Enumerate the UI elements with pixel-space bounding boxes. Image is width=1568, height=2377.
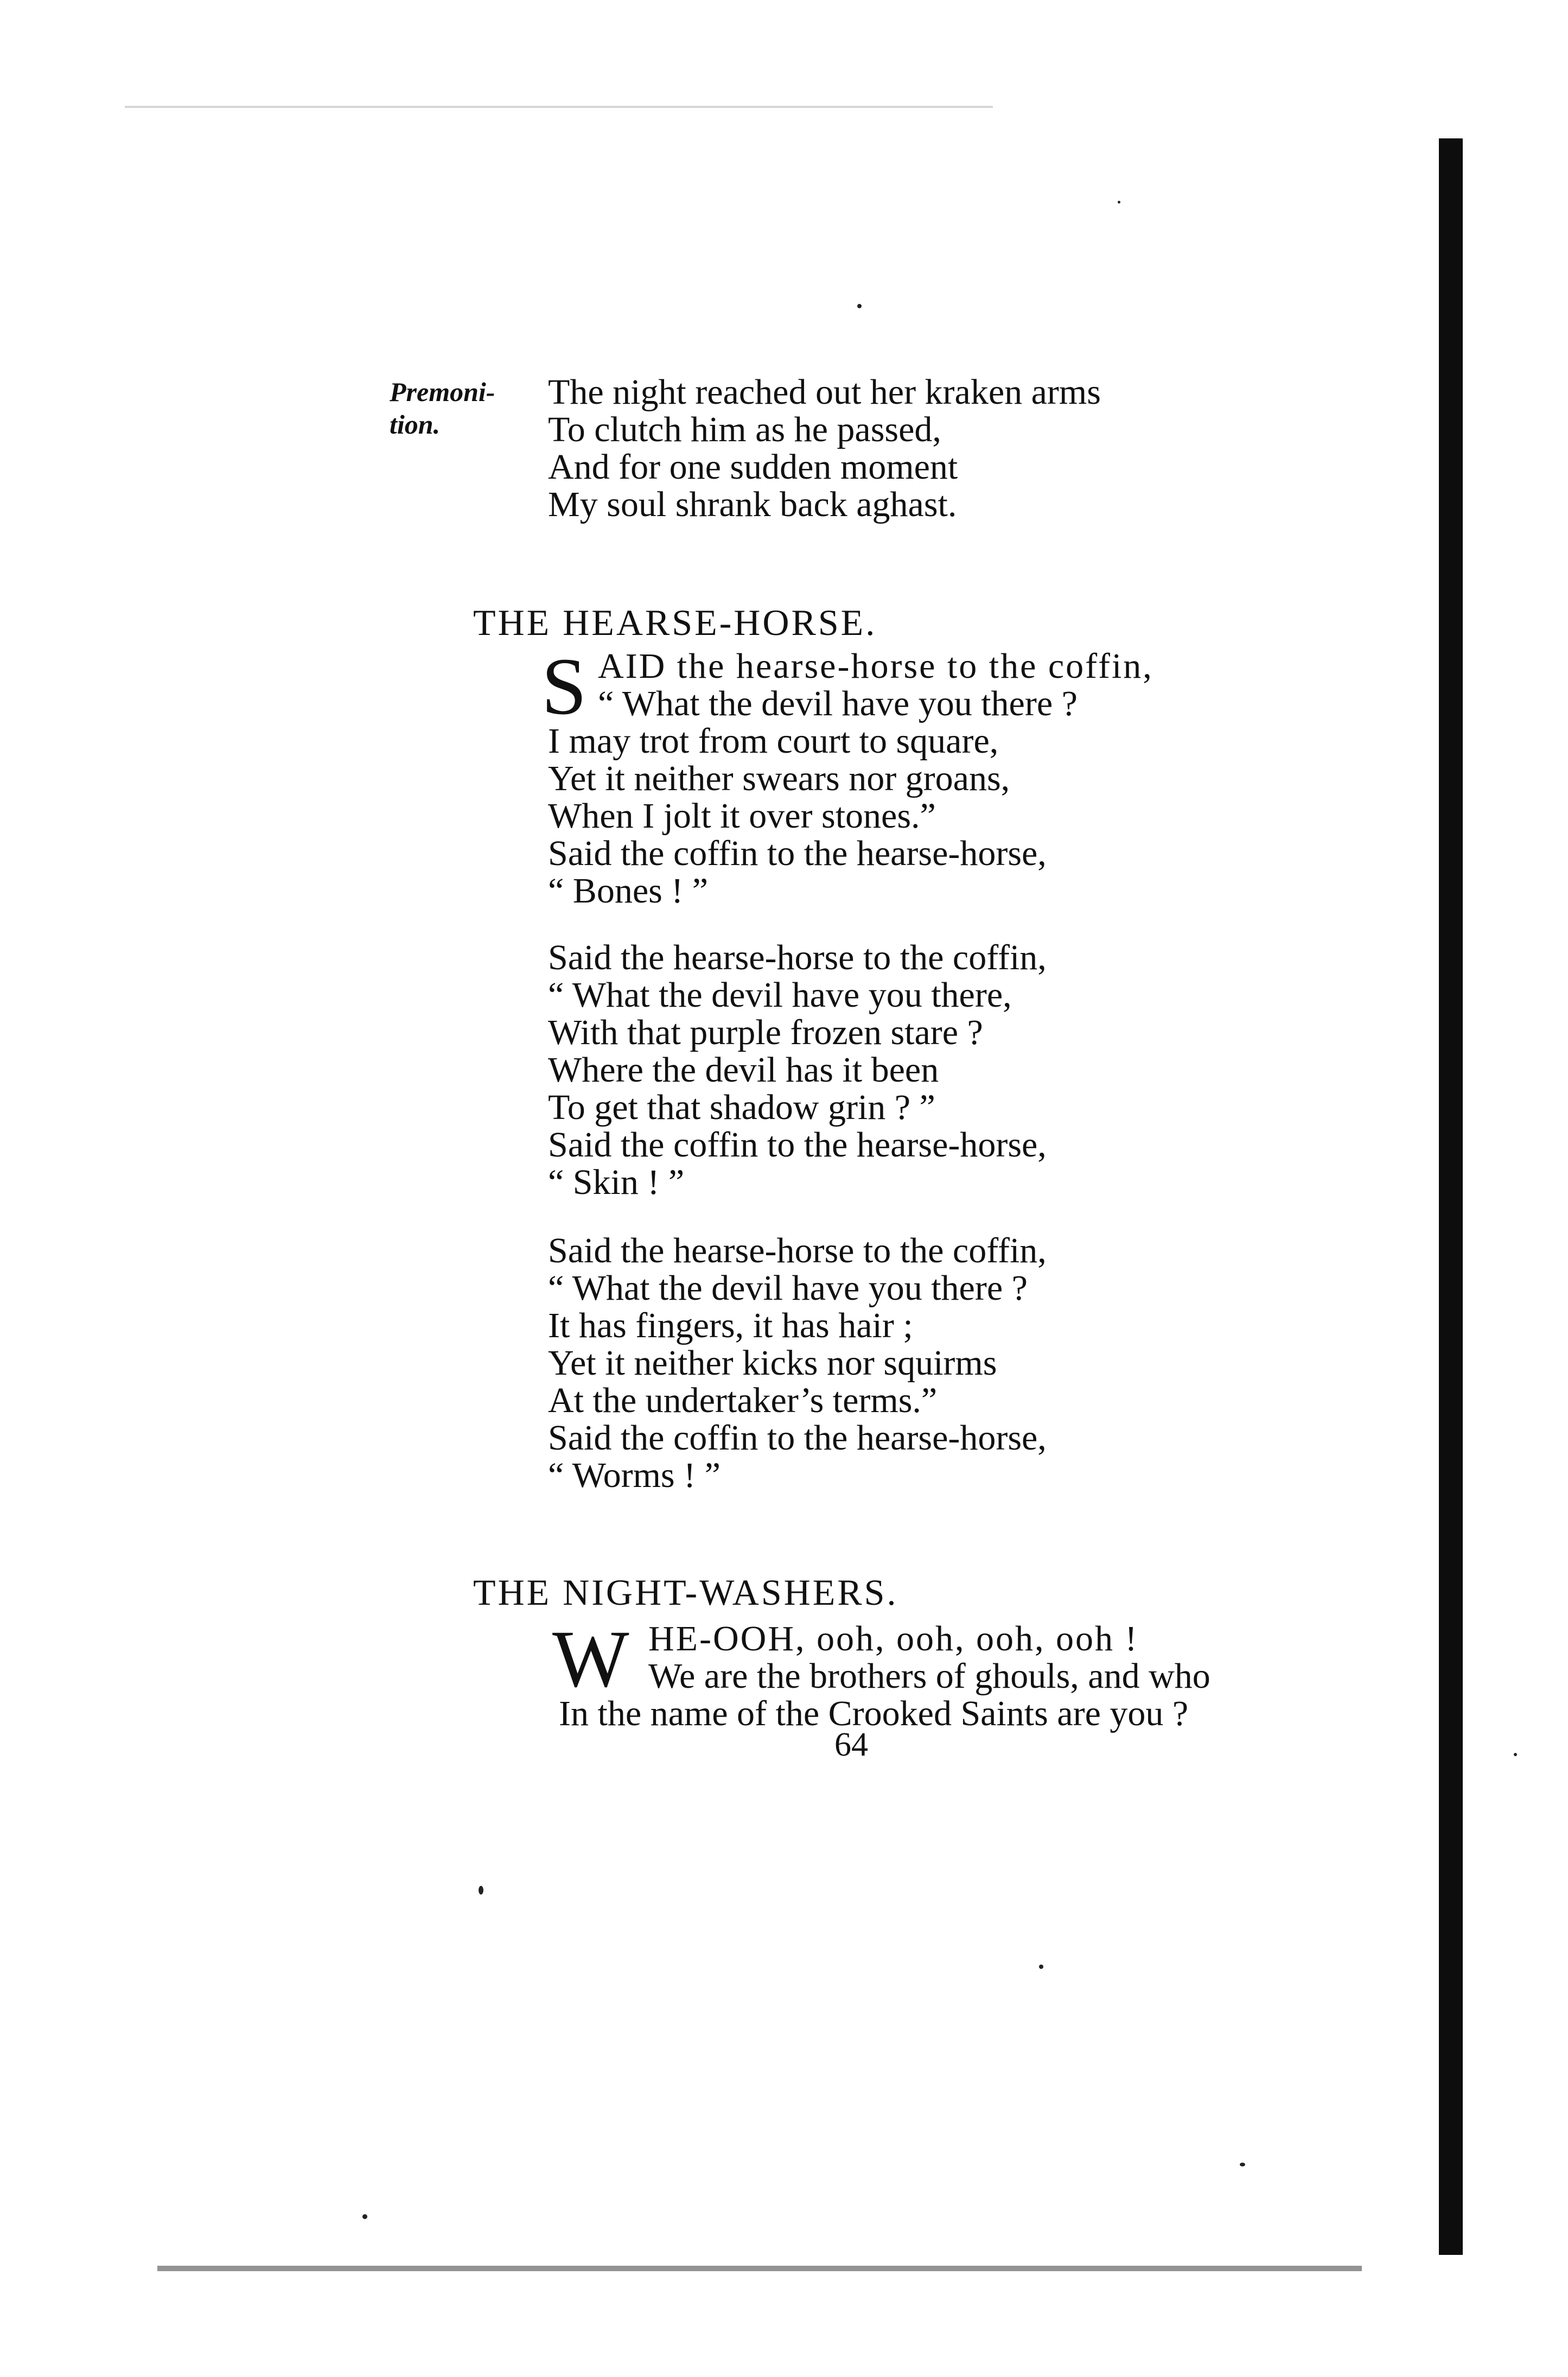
verse-line: And for one sudden moment: [548, 447, 958, 487]
top-page-smudge: [125, 106, 993, 108]
scan-speck: [1240, 2163, 1245, 2166]
verse-line: “ Skin ! ”: [548, 1162, 685, 1202]
verse-line: We are the brothers of ghouls, and who: [648, 1656, 1210, 1696]
verse-line: When I jolt it over stones.”: [548, 796, 936, 836]
verse-line: “ Bones ! ”: [548, 871, 709, 911]
verse-line: Said the coffin to the hearse-horse,: [548, 1125, 1047, 1165]
verse-line: Where the devil has it been: [548, 1050, 939, 1090]
hearse-horse-stanza-2: [548, 939, 1047, 1201]
verse-line: Said the coffin to the hearse-horse,: [548, 1418, 1047, 1458]
verse-line: “ Worms ! ”: [548, 1456, 721, 1495]
poem-title-night-washers: THE NIGHT-WASHERS.: [473, 1572, 898, 1613]
verse-line: “ What the devil have you there ?: [548, 1268, 1028, 1308]
marginal-note: [390, 376, 495, 441]
bottom-page-smudge: [157, 2266, 1362, 2271]
verse-line: Said the hearse-horse to the coffin,: [548, 1231, 1047, 1270]
page-edge-shadow: [1439, 138, 1463, 2255]
verse-line: “ What the devil have you there,: [548, 975, 1012, 1015]
verse-line: With that purple frozen stare ?: [548, 1013, 983, 1052]
verse-line: To get that shadow grin ? ”: [548, 1088, 935, 1127]
verse-line: Yet it neither swears nor groans,: [548, 759, 1010, 798]
marginal-note-line-2: tion.: [390, 409, 441, 440]
verse-line: Yet it neither kicks nor squirms: [548, 1343, 997, 1383]
poem-title-hearse-horse: THE HEARSE-HORSE.: [473, 602, 877, 643]
scan-speck: [1118, 201, 1120, 204]
drop-cap: S: [541, 641, 587, 732]
marginal-note-line-1: Premoni-: [390, 377, 495, 407]
verse-line: My soul shrank back aghast.: [548, 485, 957, 524]
verse-line: It has fingers, it has hair ;: [548, 1306, 913, 1345]
verse-line: To clutch him as he passed,: [548, 410, 941, 449]
night-washers-stanza-1: [552, 1614, 1210, 1733]
premonition-stanza: [548, 373, 1101, 523]
verse-line: Said the hearse-horse to the coffin,: [548, 938, 1047, 977]
verse-line: In the name of the Crooked Saints are you ?: [559, 1694, 1189, 1733]
verse-line: “ What the devil have you there ?: [598, 684, 1078, 723]
page-number: 64: [834, 1726, 868, 1763]
verse-line: At the undertaker’s terms.”: [548, 1381, 938, 1420]
scan-speck: [362, 2214, 367, 2219]
scan-speck: [1039, 1965, 1043, 1969]
verse-line: The night reached out her kraken arms: [548, 372, 1101, 412]
scan-speck: [857, 304, 862, 308]
hearse-horse-stanza-3: [548, 1232, 1047, 1494]
scan-speck: [479, 1886, 483, 1895]
scan-speck: [1514, 1753, 1517, 1756]
hearse-horse-stanza-1: [541, 641, 1153, 911]
drop-cap: W: [552, 1614, 629, 1704]
first-line-text: AID the hearse-horse to the coffin,: [598, 646, 1153, 686]
verse-line: I may trot from court to square,: [548, 721, 999, 761]
verse-line: Said the coffin to the hearse-horse,: [548, 834, 1047, 873]
first-line-text: HE-OOH, ooh, ooh, ooh, ooh !: [648, 1619, 1139, 1658]
